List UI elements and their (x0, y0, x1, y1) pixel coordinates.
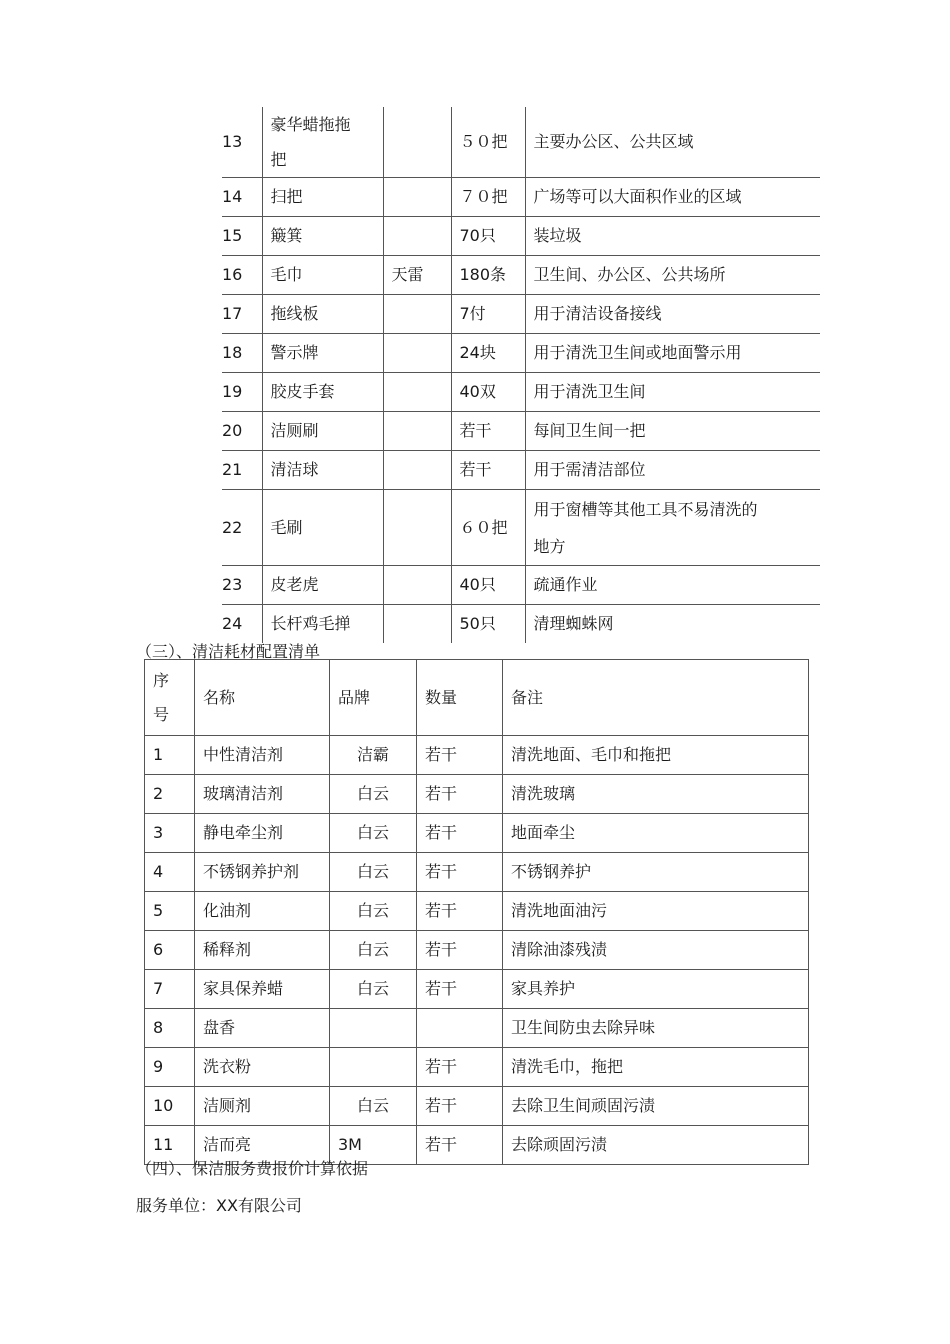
tools-note-line1: 每间卫生间一把 (533, 421, 646, 440)
tools-brand (383, 605, 451, 644)
header-qty: 数量 (417, 660, 503, 736)
tools-no: 22 (222, 490, 262, 566)
consum-qty: 若干 (417, 1126, 503, 1165)
header-no (145, 660, 195, 736)
consum-note: 卫生间防虫去除异味 (503, 1009, 809, 1048)
consum-note: 家具养护 (503, 970, 809, 1009)
consum-qty: 若干 (417, 853, 503, 892)
tools-note-line1: 用于清洗卫生间或地面警示用 (533, 343, 742, 362)
tools-name-line1: 胶皮手套 (270, 382, 335, 401)
tools-qty: ６０把 (451, 490, 525, 566)
tools-name (262, 295, 383, 334)
tools-qty: 40双 (451, 373, 525, 412)
tools-brand (383, 107, 451, 178)
consum-brand: 白云 (330, 892, 417, 931)
tools-note-line1: 装垃圾 (533, 226, 582, 245)
consum-name: 中性清洁剂 (195, 736, 330, 775)
tools-table (222, 107, 820, 643)
tools-no: 13 (222, 107, 262, 178)
tools-name (262, 566, 383, 605)
consum-brand (330, 1048, 417, 1087)
consum-note: 不锈钢养护 (503, 853, 809, 892)
tools-qty: 180条 (451, 256, 525, 295)
tools-row (222, 373, 820, 412)
tools-name (262, 490, 383, 566)
tools-name (262, 373, 383, 412)
tools-qty: 若干 (451, 451, 525, 490)
consum-brand: 白云 (330, 1087, 417, 1126)
tools-note (525, 566, 820, 605)
tools-qty: 24块 (451, 334, 525, 373)
tools-note (525, 256, 820, 295)
tools-note-line2: 地方 (533, 536, 566, 556)
consum-note: 去除卫生间顽固污渍 (503, 1087, 809, 1126)
consum-brand: 白云 (330, 853, 417, 892)
header-no-line1: 序 (153, 670, 170, 690)
consumables-row (145, 892, 809, 931)
consum-qty: 若干 (417, 736, 503, 775)
tools-qty: 若干 (451, 412, 525, 451)
consumables-row (145, 736, 809, 775)
tools-qty: 50只 (451, 605, 525, 644)
consumables-row (145, 814, 809, 853)
tools-note (525, 605, 820, 644)
section3-title: （三）、清洁耗材配置清单 (136, 642, 321, 661)
tools-no: 14 (222, 178, 262, 217)
consum-brand (330, 1009, 417, 1048)
consum-qty: 若干 (417, 931, 503, 970)
tools-name-line1: 拖线板 (270, 304, 319, 323)
consum-no: 1 (145, 736, 195, 775)
tools-note (525, 334, 820, 373)
consumables-row (145, 970, 809, 1009)
consum-name: 稀释剂 (195, 931, 330, 970)
consum-no: 6 (145, 931, 195, 970)
tools-name-line1: 扫把 (270, 187, 303, 206)
consum-name: 化油剂 (195, 892, 330, 931)
tools-note-line1: 用于窗槽等其他工具不易清洗的 (533, 499, 758, 519)
tools-name (262, 217, 383, 256)
tools-name (262, 178, 383, 217)
tools-no: 19 (222, 373, 262, 412)
tools-name (262, 412, 383, 451)
tools-row (222, 566, 820, 605)
tools-table-container (222, 107, 822, 633)
consumables-table (144, 659, 809, 1165)
tools-row (222, 256, 820, 295)
tools-brand (383, 178, 451, 217)
consum-no: 5 (145, 892, 195, 931)
consum-note: 清洗毛巾，拖把 (503, 1048, 809, 1087)
consum-qty: 若干 (417, 970, 503, 1009)
tools-note (525, 373, 820, 412)
consum-brand: 洁霸 (330, 736, 417, 775)
consumables-row (145, 1087, 809, 1126)
consum-no: 8 (145, 1009, 195, 1048)
tools-qty: ７０把 (451, 178, 525, 217)
tools-note (525, 178, 820, 217)
consumables-header-row (145, 660, 809, 736)
consum-note: 地面牵尘 (503, 814, 809, 853)
tools-name-line1: 豪华蜡拖拖 (270, 115, 351, 134)
tools-row (222, 178, 820, 217)
tools-row (222, 217, 820, 256)
consum-name: 盘香 (195, 1009, 330, 1048)
tools-brand (383, 412, 451, 451)
consumables-row (145, 931, 809, 970)
tools-no: 17 (222, 295, 262, 334)
consum-brand: 3M (330, 1126, 417, 1165)
tools-row (222, 412, 820, 451)
consum-note: 去除顽固污渍 (503, 1126, 809, 1165)
consumables-row (145, 1048, 809, 1087)
consum-note: 清洗地面油污 (503, 892, 809, 931)
tools-note-line1: 用于清洗卫生间 (533, 382, 646, 401)
tools-note-line1: 广场等可以大面积作业的区域 (533, 187, 742, 206)
tools-name-line1: 警示牌 (270, 343, 319, 362)
tools-brand (383, 566, 451, 605)
tools-note (525, 217, 820, 256)
consum-qty: 若干 (417, 1048, 503, 1087)
tools-note-line1: 用于清洁设备接线 (533, 304, 662, 323)
tools-qty: 70只 (451, 217, 525, 256)
tools-no: 21 (222, 451, 262, 490)
tools-brand (383, 451, 451, 490)
tools-name (262, 451, 383, 490)
consum-no: 3 (145, 814, 195, 853)
tools-note (525, 107, 820, 178)
consum-name: 洁厕剂 (195, 1087, 330, 1126)
consum-no: 2 (145, 775, 195, 814)
tools-name-line2: 把 (270, 150, 287, 169)
tools-name (262, 107, 383, 178)
consum-qty: 若干 (417, 775, 503, 814)
tools-name (262, 605, 383, 644)
tools-name-line1: 毛刷 (270, 517, 303, 537)
consum-name: 洁而亮 (195, 1126, 330, 1165)
tools-brand (383, 217, 451, 256)
consumables-row (145, 853, 809, 892)
tools-row (222, 451, 820, 490)
tools-note-line1: 清理蜘蛛网 (533, 614, 614, 633)
tools-no: 16 (222, 256, 262, 295)
consum-name: 静电牵尘剂 (195, 814, 330, 853)
consum-no: 9 (145, 1048, 195, 1087)
consum-brand: 白云 (330, 775, 417, 814)
consumables-row (145, 775, 809, 814)
consum-brand: 白云 (330, 970, 417, 1009)
tools-brand: 天雷 (383, 256, 451, 295)
consum-no: 7 (145, 970, 195, 1009)
service-unit: 服务单位：XX有限公司 (136, 1196, 302, 1215)
header-no-line2: 号 (153, 704, 170, 724)
header-brand: 品牌 (330, 660, 417, 736)
section4-title: （四）、保洁服务费报价计算依据 (136, 1159, 369, 1178)
tools-name-line1: 长杆鸡毛掸 (270, 614, 351, 633)
tools-no: 18 (222, 334, 262, 373)
consum-brand: 白云 (330, 931, 417, 970)
consum-qty: 若干 (417, 814, 503, 853)
consum-no: 10 (145, 1087, 195, 1126)
tools-note-line1: 疏通作业 (533, 575, 598, 594)
consumables-row (145, 1009, 809, 1048)
consum-name: 家具保养蜡 (195, 970, 330, 1009)
tools-name-line1: 毛巾 (270, 265, 303, 284)
tools-qty: 7付 (451, 295, 525, 334)
tools-no: 23 (222, 566, 262, 605)
header-name: 名称 (195, 660, 330, 736)
tools-brand (383, 373, 451, 412)
consum-qty: 若干 (417, 1087, 503, 1126)
tools-row (222, 605, 820, 644)
tools-row (222, 334, 820, 373)
tools-note (525, 412, 820, 451)
tools-brand (383, 490, 451, 566)
tools-note (525, 490, 820, 566)
consum-name: 玻璃清洁剂 (195, 775, 330, 814)
tools-no: 20 (222, 412, 262, 451)
tools-note (525, 295, 820, 334)
tools-name-line1: 清洁球 (270, 460, 319, 479)
consum-no: 11 (145, 1126, 195, 1165)
tools-no: 15 (222, 217, 262, 256)
tools-qty: ５０把 (451, 107, 525, 178)
consum-note: 清洗玻璃 (503, 775, 809, 814)
consum-qty: 若干 (417, 892, 503, 931)
tools-note-line1: 卫生间、办公区、公共场所 (533, 265, 726, 284)
tools-row (222, 490, 820, 566)
tools-note (525, 451, 820, 490)
consum-qty (417, 1009, 503, 1048)
tools-name (262, 334, 383, 373)
consum-no: 4 (145, 853, 195, 892)
tools-name (262, 256, 383, 295)
consum-note: 清洗地面、毛巾和拖把 (503, 736, 809, 775)
consum-note: 清除油漆残渍 (503, 931, 809, 970)
tools-note-line1: 用于需清洁部位 (533, 460, 646, 479)
consum-name: 洗衣粉 (195, 1048, 330, 1087)
tools-name-line1: 皮老虎 (270, 575, 319, 594)
tools-note-line1: 主要办公区、公共区域 (533, 132, 694, 151)
tools-row (222, 107, 820, 178)
tools-qty: 40只 (451, 566, 525, 605)
tools-brand (383, 295, 451, 334)
header-note: 备注 (503, 660, 809, 736)
tools-name-line1: 簸箕 (270, 226, 303, 245)
tools-row (222, 295, 820, 334)
consum-name: 不锈钢养护剂 (195, 853, 330, 892)
tools-name-line1: 洁厕刷 (270, 421, 319, 440)
tools-no: 24 (222, 605, 262, 644)
consum-brand: 白云 (330, 814, 417, 853)
tools-brand (383, 334, 451, 373)
